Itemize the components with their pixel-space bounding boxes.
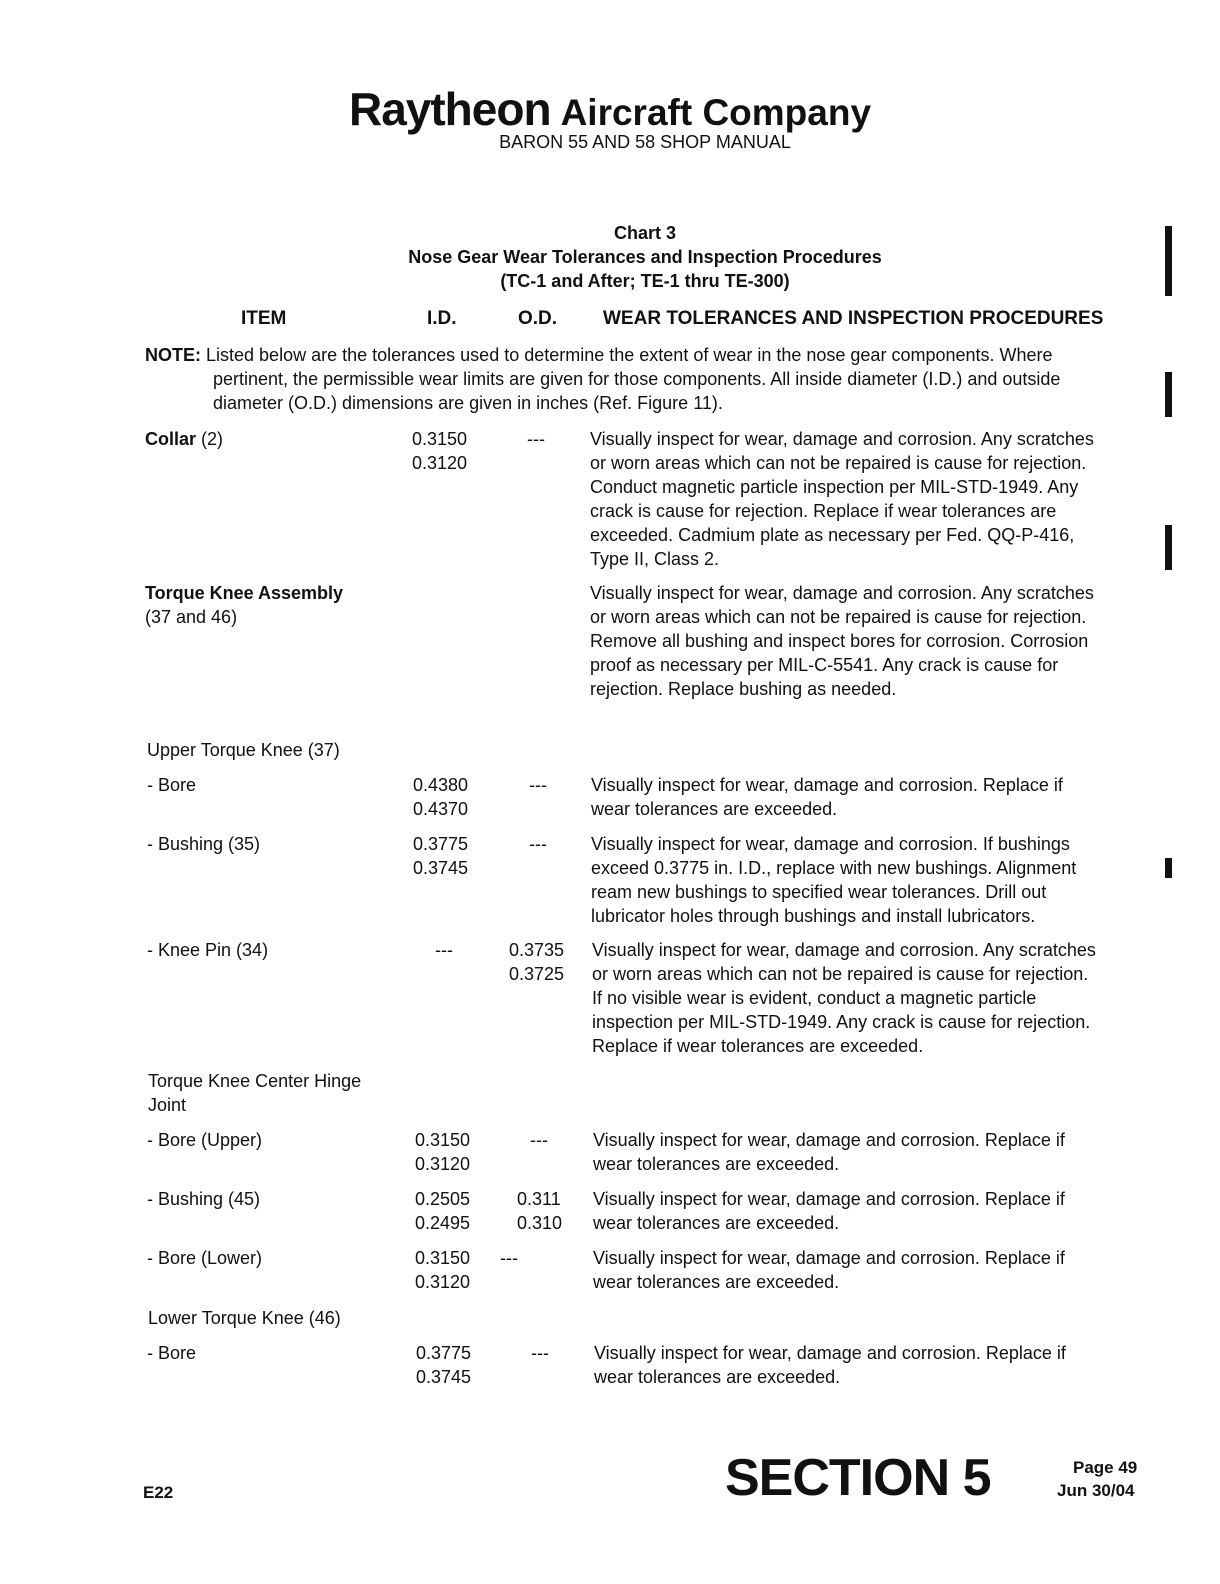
company-name: Aircraft Company: [560, 92, 872, 133]
procedure-line: lubricator holes through bushings and install lubricators.: [591, 906, 1036, 926]
id-min: 0.2495: [415, 1213, 471, 1233]
bore-lower-procedure: [593, 1246, 1065, 1294]
upper-bushing-id: [413, 832, 468, 880]
procedure-line: exceed 0.3775 in. I.D., replace with new bushings. Alignment: [591, 858, 1077, 878]
footer-code: E22: [143, 1483, 174, 1502]
procedure-line: wear tolerances are exceeded.: [594, 1367, 841, 1387]
od-min: 0.310: [517, 1213, 563, 1233]
item-label-line: Torque Knee Center Hinge: [148, 1071, 362, 1091]
id-min: 0.4370: [413, 799, 469, 819]
item-upper-bushing: - Bushing (35): [147, 834, 261, 854]
manual-title: BARON 55 AND 58 SHOP MANUAL: [499, 132, 791, 152]
procedure-line: Remove all bushing and inspect bores for corrosion. Corrosion: [590, 631, 1089, 651]
note-line-1: Listed below are the tolerances used to determine the extent of wear in the nose gear components. Where: [206, 345, 1053, 365]
id-max: 0.3150: [415, 1130, 471, 1150]
procedure-line: Visually inspect for wear, damage and corrosion. Any scratches: [590, 429, 1094, 449]
item-label-rest: (2): [196, 429, 224, 449]
collar-id: [412, 427, 467, 475]
change-bar: [1165, 226, 1172, 296]
item-upper-bore: - Bore: [147, 775, 197, 795]
section-label: SECTION 5: [725, 1449, 991, 1507]
brand-name: Raytheon: [348, 83, 551, 135]
chart-applicability: (TC-1 and After; TE-1 thru TE-300): [500, 271, 790, 291]
procedure-line: or worn areas which can not be repaired is cause for rejection.: [590, 453, 1087, 473]
procedure-line: ream new bushings to specified wear tolerances. Drill out: [591, 882, 1047, 902]
procedure-line: wear tolerances are exceeded.: [591, 799, 838, 819]
procedure-line: Replace if wear tolerances are exceeded.: [592, 1036, 924, 1056]
id-max: 0.2505: [415, 1189, 471, 1209]
procedure-line: proof as necessary per MIL-C-5541. Any crack is cause for: [590, 655, 1059, 675]
id-max: 0.4380: [413, 775, 469, 795]
hinge-bushing-od: [517, 1187, 562, 1235]
item-label-rest: (37 and 46): [145, 607, 238, 627]
item-knee-pin: - Knee Pin (34): [147, 940, 269, 960]
procedure-line: Visually inspect for wear, damage and corrosion. Replace if: [593, 1248, 1065, 1268]
procedure-line: crack is cause for rejection. Replace if wear tolerances are: [590, 501, 1057, 521]
note-block: [145, 343, 1145, 415]
note-line-3: diameter (O.D.) dimensions are given in inches (Ref. Figure 11).: [213, 393, 723, 413]
bore-lower-od: ---: [500, 1248, 518, 1268]
procedure-line: Visually inspect for wear, damage and corrosion. Any scratches: [592, 940, 1096, 960]
id-min: 0.3120: [415, 1272, 471, 1292]
procedure-line: rejection. Replace bushing as needed.: [590, 679, 897, 699]
page-number: Page 49: [1073, 1458, 1138, 1477]
id-max: 0.3150: [415, 1248, 471, 1268]
item-lower-torque-knee: Lower Torque Knee (46): [148, 1308, 341, 1328]
column-item: ITEM: [241, 308, 287, 329]
procedure-line: Conduct magnetic particle inspection per MIL-STD-1949. Any: [590, 477, 1079, 497]
bore-lower-id: [415, 1246, 470, 1294]
collar-od: ---: [527, 429, 545, 449]
collar-procedure: [590, 427, 1094, 571]
procedure-line: wear tolerances are exceeded.: [593, 1272, 840, 1292]
item-torque-knee-assembly: [145, 581, 343, 629]
procedure-line: inspection per MIL-STD-1949. Any crack is cause for rejection.: [592, 1012, 1091, 1032]
procedure-line: exceeded. Cadmium plate as necessary per Fed. QQ-P-416,: [590, 525, 1075, 545]
procedure-line: Visually inspect for wear, damage and corrosion. Replace if: [594, 1343, 1066, 1363]
procedure-line: Visually inspect for wear, damage and corrosion. Replace if: [593, 1189, 1065, 1209]
id-min: 0.3120: [415, 1154, 471, 1174]
column-procedures: WEAR TOLERANCES AND INSPECTION PROCEDURES: [603, 308, 1104, 329]
item-lower-bore: - Bore: [147, 1343, 197, 1363]
knee-pin-procedure: [592, 938, 1096, 1058]
hinge-bushing-procedure: [593, 1187, 1065, 1235]
column-od: O.D.: [518, 308, 558, 329]
upper-bushing-procedure: [591, 832, 1076, 928]
id-min: 0.3745: [413, 858, 469, 878]
upper-bore-procedure: [591, 773, 1063, 821]
upper-bushing-od: ---: [529, 834, 547, 854]
item-collar: [145, 427, 223, 451]
item-bore-upper: - Bore (Upper): [147, 1130, 263, 1150]
procedure-line: If no visible wear is evident, conduct a magnetic particle: [592, 988, 1037, 1008]
item-center-hinge-joint: [148, 1069, 361, 1117]
change-bar: [1165, 858, 1172, 878]
bore-upper-procedure: [593, 1128, 1065, 1176]
procedure-line: Type II, Class 2.: [590, 549, 720, 569]
note-line-2: pertinent, the permissible wear limits are given for those components. All inside diameter (I.D.) and outside: [213, 369, 1061, 389]
id-max: 0.3775: [416, 1343, 472, 1363]
company-logo: [0, 82, 1220, 136]
lower-bore-id: [416, 1341, 471, 1389]
note-label: NOTE:: [145, 345, 201, 365]
od-max: 0.311: [517, 1189, 561, 1209]
procedure-line: or worn areas which can not be repaired is cause for rejection.: [590, 607, 1087, 627]
revision-date: Jun 30/04: [1057, 1481, 1135, 1500]
bore-upper-od: ---: [530, 1130, 548, 1150]
id-min: 0.3745: [416, 1367, 472, 1387]
id-min: 0.3120: [412, 453, 468, 473]
knee-pin-od: [509, 938, 564, 986]
knee-pin-id: ---: [435, 940, 453, 960]
bore-upper-id: [415, 1128, 470, 1176]
item-hinge-bushing: - Bushing (45): [147, 1189, 261, 1209]
item-upper-torque-knee: Upper Torque Knee (37): [147, 740, 340, 760]
procedure-line: Visually inspect for wear, damage and corrosion. Any scratches: [590, 583, 1094, 603]
id-max: 0.3150: [412, 429, 468, 449]
procedure-line: or worn areas which can not be repaired is cause for rejection.: [592, 964, 1089, 984]
lower-bore-procedure: [594, 1341, 1066, 1389]
change-bar: [1165, 525, 1172, 570]
item-label-line: Joint: [148, 1095, 187, 1115]
column-id: I.D.: [427, 308, 457, 329]
lower-bore-od: ---: [531, 1343, 549, 1363]
chart-number: Chart 3: [613, 223, 676, 243]
id-max: 0.3775: [413, 834, 469, 854]
item-label-bold: Torque Knee Assembly: [145, 583, 344, 603]
item-bore-lower: - Bore (Lower): [147, 1248, 263, 1268]
torque-knee-procedure: [590, 581, 1094, 701]
hinge-bushing-id: [415, 1187, 470, 1235]
change-bar: [1165, 372, 1172, 417]
procedure-line: Visually inspect for wear, damage and corrosion. If bushings: [591, 834, 1070, 854]
chart-title: Nose Gear Wear Tolerances and Inspection Procedures: [408, 247, 882, 267]
procedure-line: Visually inspect for wear, damage and corrosion. Replace if: [591, 775, 1063, 795]
od-max: 0.3735: [509, 940, 565, 960]
procedure-line: wear tolerances are exceeded.: [593, 1154, 840, 1174]
procedure-line: wear tolerances are exceeded.: [593, 1213, 840, 1233]
od-min: 0.3725: [509, 964, 565, 984]
procedure-line: Visually inspect for wear, damage and corrosion. Replace if: [593, 1130, 1065, 1150]
upper-bore-id: [413, 773, 468, 821]
item-label-bold: Collar: [145, 429, 197, 449]
upper-bore-od: ---: [529, 775, 547, 795]
